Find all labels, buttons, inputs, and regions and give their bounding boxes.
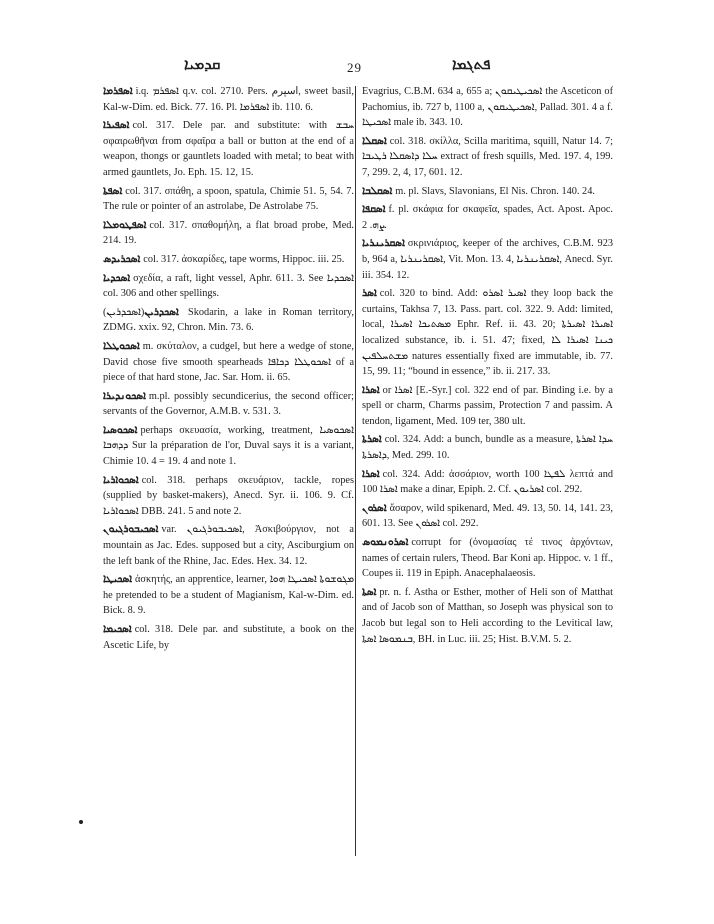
dictionary-entry [103,622,354,653]
entry-definition: ἄσαρον, wild spikenard, Med. 49. 13, 50. 14, 141. 23, 601. 13. See ܐܣܪܘܢ col. 292. [362,502,613,530]
entry-headword: ܐܣܪܘܢ [362,502,387,514]
entry-headword: ܐܣܦܝܪܐ [103,120,130,132]
dictionary-entry [103,339,354,386]
entry-headword: ܐܣܪܬܐ [362,434,382,446]
entry-headword: ܐܣܦܬܐ [103,185,123,197]
entry-headword: ܐܣܪܘܢܡܘܣ [362,537,409,549]
right-column [362,84,613,864]
entry-headword: ܐܣܟܝܛܐ [103,574,133,586]
dictionary-entry [103,522,354,569]
entry-headword: ܐܣܪܐ [362,468,380,480]
entry-headword: ܐܣܟܝܡܐ [103,624,132,635]
entry-definition: var. ܐܣܟܝܒܘܪܓܝܘܢ, Ἀσκιβούργιον, not a mountain as Jac. Edes. supposed but a city, Asciburgium on the left bank of the Rhine, Jac. Edes. Hex. 34. 12. [103,524,354,567]
dictionary-entry [103,423,354,470]
entry-headword: ܐܣܟܘܛܠܐ [103,340,140,352]
dictionary-entry [362,383,613,430]
entry-definition: perhaps σκευασία, working, treatment, ܐܣܟܘܣܝܐ ܕܕܗܒܐ Sur la préparation de l'or, Duval says it is a variant, Chimie 10. 4 = 19. 4 and note 1. [103,424,354,468]
entry-definition: col. 318. Dele par. and substitute, a book on the Ascetic Life, by [103,624,354,651]
entry-headword: ܐܣܩܪܝܢܪܝܐ [362,238,405,250]
dictionary-entry [362,432,613,463]
dictionary-entry [103,473,354,520]
entry-headword: ܐܣܟܪܝܕܣ [103,253,141,265]
entry-definition: f. pl. σκάφια for σκαφεῖα, spades, Act. Apost. Apoc. ܨܗ. 2. [362,204,613,231]
dictionary-entry [362,467,613,498]
dictionary-entry [362,184,613,200]
entry-headword: ܐܣܩܠܐ [362,135,387,147]
dictionary-entry [103,218,354,249]
entry-definition: col. 318. σκίλλα, Scilla maritima, squill, Natur 14. 7; ܚܠܐ ܕܐܣܩܠܐ ܪܛܝܒܐ extract of fresh squills, Med. 197. 4, 199. 7, 299. 2, 4, 17, 601. 12. [362,135,613,178]
entry-definition: col. 320 to bind. Add: ܐܣܝܪ ܐܣܪܘ they loop back the curtains, Takhsa 7, 13. Pass. part. col. 322. 9. Add: limited, local, ܡܣܬܝܟܐ ܐܣܝܪܐ Ephr. Ref. ii. 43. 20; ܐܣܝܪܐ ܐܣܝܪܬܐ localized substance, ib. i. 51. 47; fixed, ܟܝܢܐ ܐܣܝܪܐ ܠܐ ܡܫܬܚܠܦܝܢ natures essentially fixed are immutable, ib. 77. 15, 99. 11; “bound in essence,” ib. ii. 217. 33. [362,288,613,378]
entry-definition: or ܐܣܪܐ [E.-Syr.] col. 322 end of par. Binding i.e. by a spell or charm, Charms passim, Protection 7 and passim. A tendon, ligament, Med. 109 ter, 380 ult. [362,384,613,427]
dictionary-entry [103,271,354,302]
margin-mark [79,820,83,824]
entry-definition: col. 317. σπαθομήλη, a flat broad probe, Med. 214. 19. [103,219,354,247]
page-number: 29 [347,60,362,75]
entry-definition: σκρινιάριος, keeper of the archives, C.B.M. 923 b, 964 a, ܐܣܩܪܝܢܪܝܐ, Vit. Mon. 13. 4, ܐܣܩܪܝܢܪܝܐ, Anecd. Syr. iii. 354. 12. [362,238,613,281]
entry-headword: ܐܣܩܦܐ [362,204,386,216]
dictionary-entry [362,134,613,181]
entry-definition: col. 318. perhaps σκευάριον, tackle, ropes (supplied by basket-makers), Anecd. Syr. ii. 106. 9. Cf. ܐܣܟܘܐܪܝܐ DBB. 241. 5 and note 2. [103,474,354,517]
left-column [103,84,354,864]
entry-definition: Evagrius, C.B.M. 634 a, 655 a; ܐܣܟܝܛܝܩܘܢ the Asceticon of Pachomius, ib. 727 b, 1100 a, ܐܣܟܝܛܝܩܘܢ, Pallad. 301. 4 a f. ܐܣܟܝܛܐ male ib. 343. 10. [362,86,613,129]
entry-definition: col. 317. ἀσκαρίδες, tape worms, Hippoc. iii. 25. [143,253,345,265]
dictionary-entry [103,389,354,420]
entry-headword: ܐܣܩܠܒܐ [362,185,393,197]
entry-definition: col. 317. Dele par. and substitute: with ܚܒܫ σφαιρωθῆναι from σφαῖρα a ball or button at the end of a weapon, thongs or gauntlets loaded with metal; to beat with armed gauntlets, Jo. Eph. 15. 12, 15. [103,120,354,178]
entry-headword: ܐܣܟܘܢܕܝܪܐ [103,390,146,402]
running-head-right: ܦܬܓܡܐ [452,57,491,73]
dictionary-entry [362,286,613,380]
entry-definition: corrupt for (ὀνομασίας τέ τινος ἀρχόντων, names of certain rulers, Theod. Bar Koni ap. Hippoc. v. 1 ff., Coupes ii. 119 in Epiph. Anacephalaeosis. [362,537,613,580]
entry-headword: ܐܣܦܛܘܡܠܐ [103,219,147,231]
dictionary-entry [362,202,613,233]
entry-definition: ἀσκητής, an apprentice, learner, ܡܓܘܫܘܬܐ ܐܣܟܝܛܐ ܗܘܐ he pretended to be a student of Magianism, Kal-w-Dim. ed. Bick. 8. 9. [103,574,354,617]
dictionary-entry [103,572,354,619]
entry-definition: m.pl. possibly secundicerius, the second officer; servants of the Governor, A.M.B. v. 531. 3. [103,390,354,418]
dictionary-entry [362,535,613,582]
entry-definition: σχεδία, a raft, light vessel, Aphr. 611. 3. See ܐܣܟܕܝܐ col. 306 and other spellings. [103,272,354,300]
column-divider [355,86,356,856]
entry-headword: ܐܣܟܝܒܘܪܓܝܘܢ [103,524,159,536]
entry-headword: ܐܣܪܐ [362,384,380,396]
dictionary-entry [362,585,613,647]
dictionary-entry [362,501,613,532]
entry-definition: col. 324. Add: a bunch, bundle as a measure, ܚܕܐ ܐܣܪܬܐ ܕܐܣܪܬܐ, Med. 299. 10. [362,434,613,462]
entry-headword: ܐܣܟܕܪܝܢ [144,306,179,318]
dictionary-entry [103,305,354,336]
entry-definition: pr. n. f. Astha or Esther, mother of Heli son of Matthat and of Jacob son of Matthan, so Joseph was physical son to Jacob but legal son to Heli according to the Levitical law, ܒܢܡܘܣܐ ܐܣܬܐ, BH. in Luc. iii. 25; Hist. B.V.M. 5. 2. [362,586,613,645]
dictionary-entry [103,118,354,180]
entry-definition: (ܐܣܟܕܪܝܢ) Skodarin, a lake in Roman territory, ZDMG. xxix. 92, Chron. Min. 73. 6. [103,306,354,334]
entry-headword: ܐܣܟܘܐܪܝܐ [103,474,139,486]
dictionary-entry [362,84,613,131]
entry-definition: col. 324. Add: ἀσσάριον, worth 100 ܠܦܛܐ λεπτά and 100 ܐܣܪܐ make a dinar, Epiph. 2. Cf. ܐܣܪܝܘܢ col. 292. [362,468,613,496]
entry-definition: m. pl. Slavs, Slavonians, El Nis. Chron. 140. 24. [395,185,595,197]
dictionary-entry [103,84,354,115]
running-head-left: ܩܕܡܝܐ [184,57,221,73]
entry-headword: ܐܣܟܕܝܐ [103,272,131,284]
entry-definition: i.q. ܐܣܦܪܡ q.v. col. 2710. Pers. ‎اسپرم‎, sweet basil, Kal-w-Dim. ed. Bick. 77. 16. Pl. ܐܣܦܪܡܐ ib. 110. 6. [103,86,354,113]
entry-headword: ܐܣܬܐ [362,586,377,598]
entry-headword: ܐܣܦܪܡܐ [103,86,133,97]
entry-headword: ܐܣܟܘܣܝܐ [103,424,138,436]
entry-headword: ܐܣܪ [362,288,377,300]
dictionary-entry [103,252,354,268]
dictionary-entry [103,184,354,215]
entry-definition: m. σκύταλον, a cudgel, but here a wedge of stone, David chose five smooth spearheads ܐܣܟܘܛܠܐ ܕܟܐܦܐ of a piece of that hard stone, Jac. Sar. Hom. ii. 65. [103,340,354,384]
dictionary-entry [362,236,613,283]
entry-definition: col. 317. σπάθη, a spoon, spatula, Chimie 51. 5, 54. 7. The rule or pointer of an astrolabe, De Astrolabe 75. [103,185,354,213]
